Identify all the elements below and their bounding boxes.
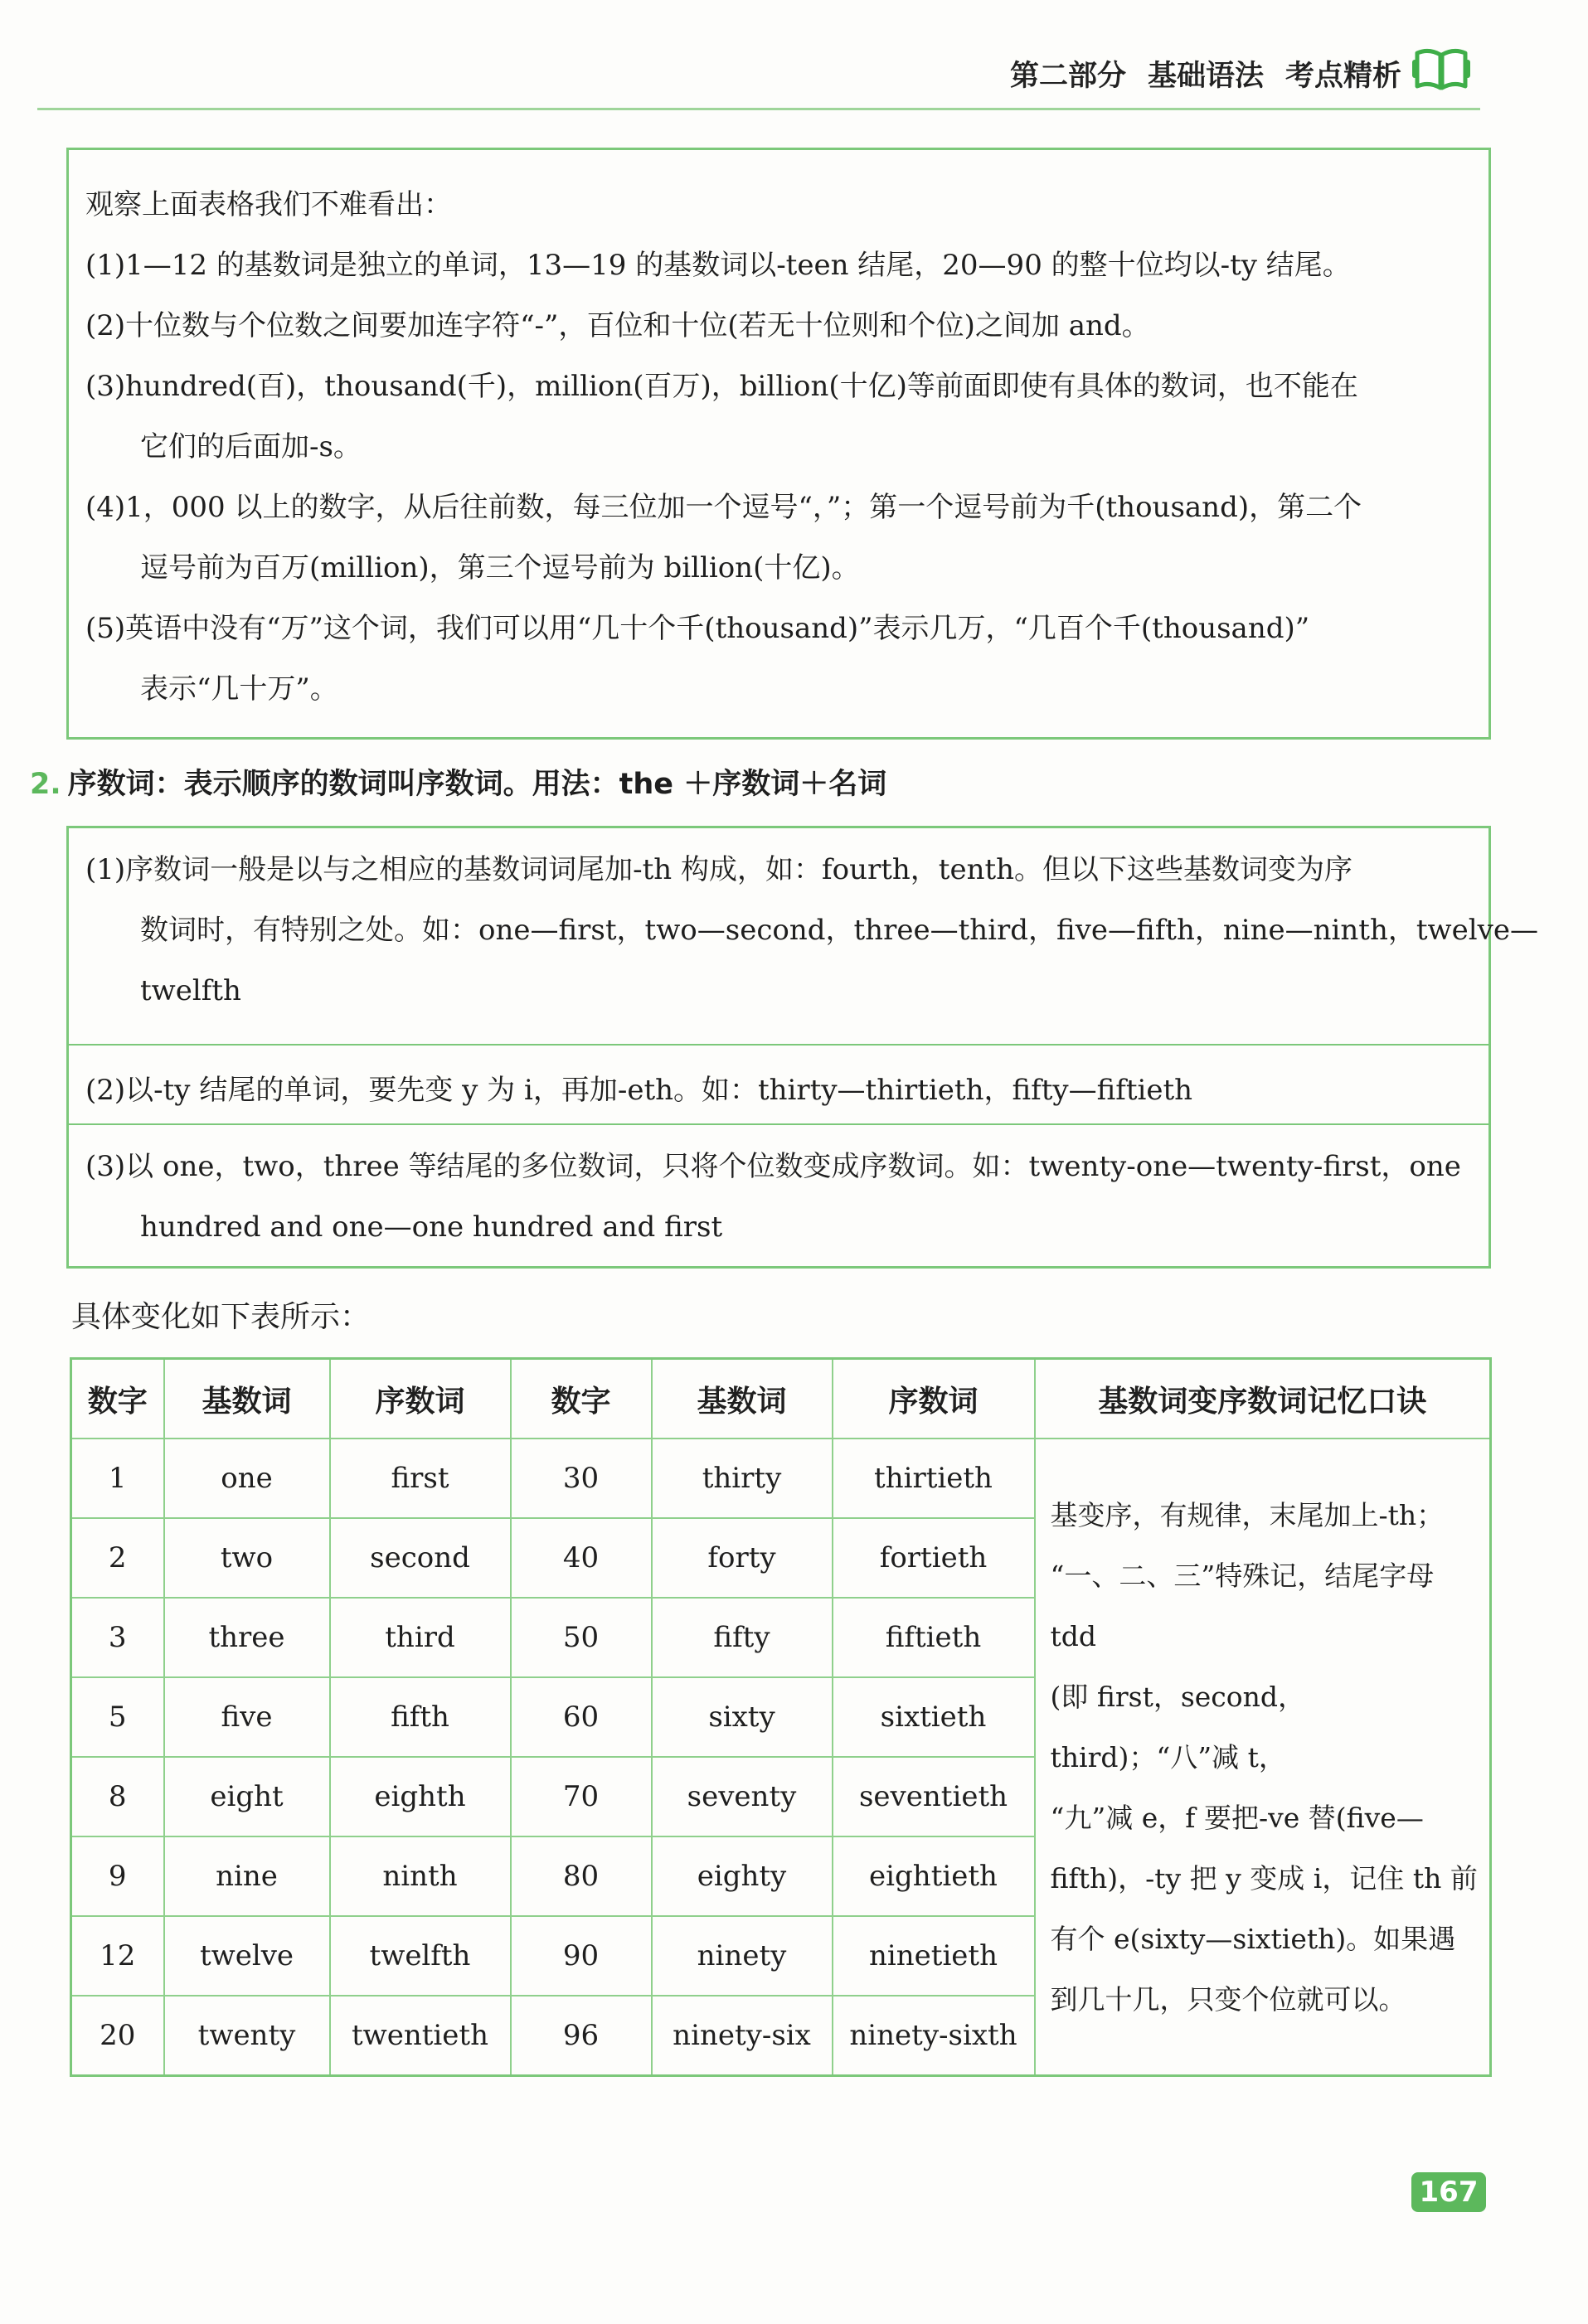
table-cell: first <box>330 1439 511 1518</box>
rule-line: twelfth <box>140 974 241 1007</box>
header-cell: 数字 <box>71 1359 164 1439</box>
note-line: (1)1—12 的基数词是独立的单词，13—19 的基数词以-teen 结尾，20—90 的整十位均以-ty 结尾。 <box>85 249 1351 282</box>
table-cell: nine <box>164 1836 330 1916</box>
table-cell: one <box>164 1439 330 1518</box>
header-part: 第二部分 <box>1009 60 1126 93</box>
table-row <box>71 1439 1491 1518</box>
rule-cell-3 <box>69 1125 1488 1266</box>
header-cell: 数字 <box>511 1359 652 1439</box>
section-title: 序数词：表示顺序的数词叫序数词。用法：the ＋序数词＋名词 <box>67 768 887 801</box>
header-cell: 基数词 <box>164 1359 330 1439</box>
section-heading <box>30 761 886 803</box>
table-cell: eighty <box>652 1836 833 1916</box>
table-cell: fifth <box>330 1677 511 1757</box>
table-cell: 8 <box>71 1757 164 1836</box>
table-cell: 5 <box>71 1677 164 1757</box>
table-cell: ninetieth <box>833 1916 1035 1996</box>
table-cell: 3 <box>71 1598 164 1677</box>
table-cell: seventieth <box>833 1757 1035 1836</box>
table-cell: sixtieth <box>833 1677 1035 1757</box>
table-cell: eight <box>164 1757 330 1836</box>
table-cell: second <box>330 1518 511 1598</box>
rule-cell-1 <box>69 828 1538 1046</box>
rule-line: (3)以 one，two，three 等结尾的多位数词，只将个位数变成序数词。如：twenty-one—twenty-first，one <box>85 1150 1461 1183</box>
table-cell: 40 <box>511 1518 652 1598</box>
table-cell: five <box>164 1677 330 1757</box>
table-cell: ninety-six <box>652 1996 833 2076</box>
ordinal-rules-box <box>66 826 1538 1269</box>
table-intro: 具体变化如下表所示： <box>71 1300 371 1334</box>
table-cell: ninety-sixth <box>833 1996 1035 2076</box>
table-cell: 70 <box>511 1757 652 1836</box>
header-title <box>988 53 1401 95</box>
rule-line: (2)以-ty 结尾的单词，要先变 y 为 i，再加-eth。如：thirty—thirtieth，fifty—fiftieth <box>85 1074 1193 1107</box>
memory-rhyme-cell <box>1035 1439 1491 2076</box>
table-cell: thirtieth <box>833 1439 1035 1518</box>
note-line: 它们的后面加-s。 <box>140 430 362 463</box>
table-header-row <box>71 1359 1491 1439</box>
rule-line: (1)序数词一般是以与之相应的基数词词尾加-th 构成，如：fourth，tenth。但以下这些基数词变为序 <box>85 853 1353 886</box>
note-line: 表示“几十万”。 <box>140 672 338 706</box>
table-cell: twelve <box>164 1916 330 1996</box>
rhyme-line: “一、二、三”特殊记，结尾字母 tdd <box>1050 1559 1435 1652</box>
note-line: (5)英语中没有“万”这个词，我们可以用“几十个千(thousand)”表示几万，“几百个千(thousand)” <box>85 612 1310 645</box>
page-number: 167 <box>1411 2172 1486 2212</box>
rhyme-line: 基变序，有规律，末尾加上-th； <box>1050 1498 1445 1531</box>
table-cell: ninety <box>652 1916 833 1996</box>
rule-line: hundred and one—one hundred and first <box>140 1211 723 1244</box>
table-cell: fiftieth <box>833 1598 1035 1677</box>
table-cell: three <box>164 1598 330 1677</box>
table-cell: sixty <box>652 1677 833 1757</box>
header-cell: 序数词 <box>833 1359 1035 1439</box>
table-cell: 2 <box>71 1518 164 1598</box>
table-cell: eighth <box>330 1757 511 1836</box>
rhyme-line: fifth)，-ty 把 y 变成 i，记住 th 前 <box>1050 1861 1478 1895</box>
header-cell: 序数词 <box>330 1359 511 1439</box>
notes-intro: 观察上面表格我们不难看出： <box>85 188 452 221</box>
table-cell: ninth <box>330 1836 511 1916</box>
page-header <box>37 40 1480 110</box>
table-cell: thirty <box>652 1439 833 1518</box>
section-number: 2. <box>30 768 61 801</box>
note-line: (3)hundred(百)，thousand(千)，million(百万)，billion(十亿)等前面即使有具体的数词，也不能在 <box>85 370 1358 403</box>
table-cell: 50 <box>511 1598 652 1677</box>
rule-line: 数词时，有特别之处。如：one—first，two—second，three—third，five—fifth，nine—ninth，twelve— <box>140 914 1538 947</box>
cardinal-notes-box <box>66 148 1491 740</box>
rhyme-line: (即 first，second，third)；“八”减 t， <box>1050 1680 1306 1773</box>
note-line: (4)1，000 以上的数字，从后往前数，每三位加一个逗号“，”；第一个逗号前为千(thousand)，第二个 <box>85 491 1362 524</box>
ordinal-table <box>70 1357 1492 2077</box>
rule-cell-2 <box>69 1046 1488 1125</box>
table-cell: eightieth <box>833 1836 1035 1916</box>
table-cell: fortieth <box>833 1518 1035 1598</box>
header-section: 考点精析 <box>1284 60 1401 93</box>
table-cell: fifty <box>652 1598 833 1677</box>
open-book-icon <box>1412 45 1470 93</box>
table-cell: 90 <box>511 1916 652 1996</box>
table-cell: twelfth <box>330 1916 511 1996</box>
table-cell: forty <box>652 1518 833 1598</box>
note-line: 逗号前为百万(million)，第三个逗号前为 billion(十亿)。 <box>140 551 860 585</box>
table-cell: 20 <box>71 1996 164 2076</box>
header-cell: 基数词变序数词记忆口诀 <box>1035 1359 1491 1439</box>
table-cell: 12 <box>71 1916 164 1996</box>
table-cell: 9 <box>71 1836 164 1916</box>
table-cell: 96 <box>511 1996 652 2076</box>
rhyme-line: “九”减 e，f 要把-ve 替(five— <box>1050 1801 1424 1834</box>
header-topic: 基础语法 <box>1147 60 1264 93</box>
rhyme-line: 有个 e(sixty—sixtieth)。如果遇 <box>1050 1922 1456 1955</box>
note-line: (2)十位数与个位数之间要加连字符“-”，百位和十位(若无十位则和个位)之间加 and。 <box>85 309 1150 342</box>
rhyme-line: 到几十几，只变个位就可以。 <box>1050 1982 1406 2016</box>
table-cell: 80 <box>511 1836 652 1916</box>
header-cell: 基数词 <box>652 1359 833 1439</box>
table-cell: third <box>330 1598 511 1677</box>
table-cell: twenty <box>164 1996 330 2076</box>
table-cell: twentieth <box>330 1996 511 2076</box>
table-cell: 30 <box>511 1439 652 1518</box>
table-cell: 60 <box>511 1677 652 1757</box>
table-cell: two <box>164 1518 330 1598</box>
table-cell: seventy <box>652 1757 833 1836</box>
table-cell: 1 <box>71 1439 164 1518</box>
